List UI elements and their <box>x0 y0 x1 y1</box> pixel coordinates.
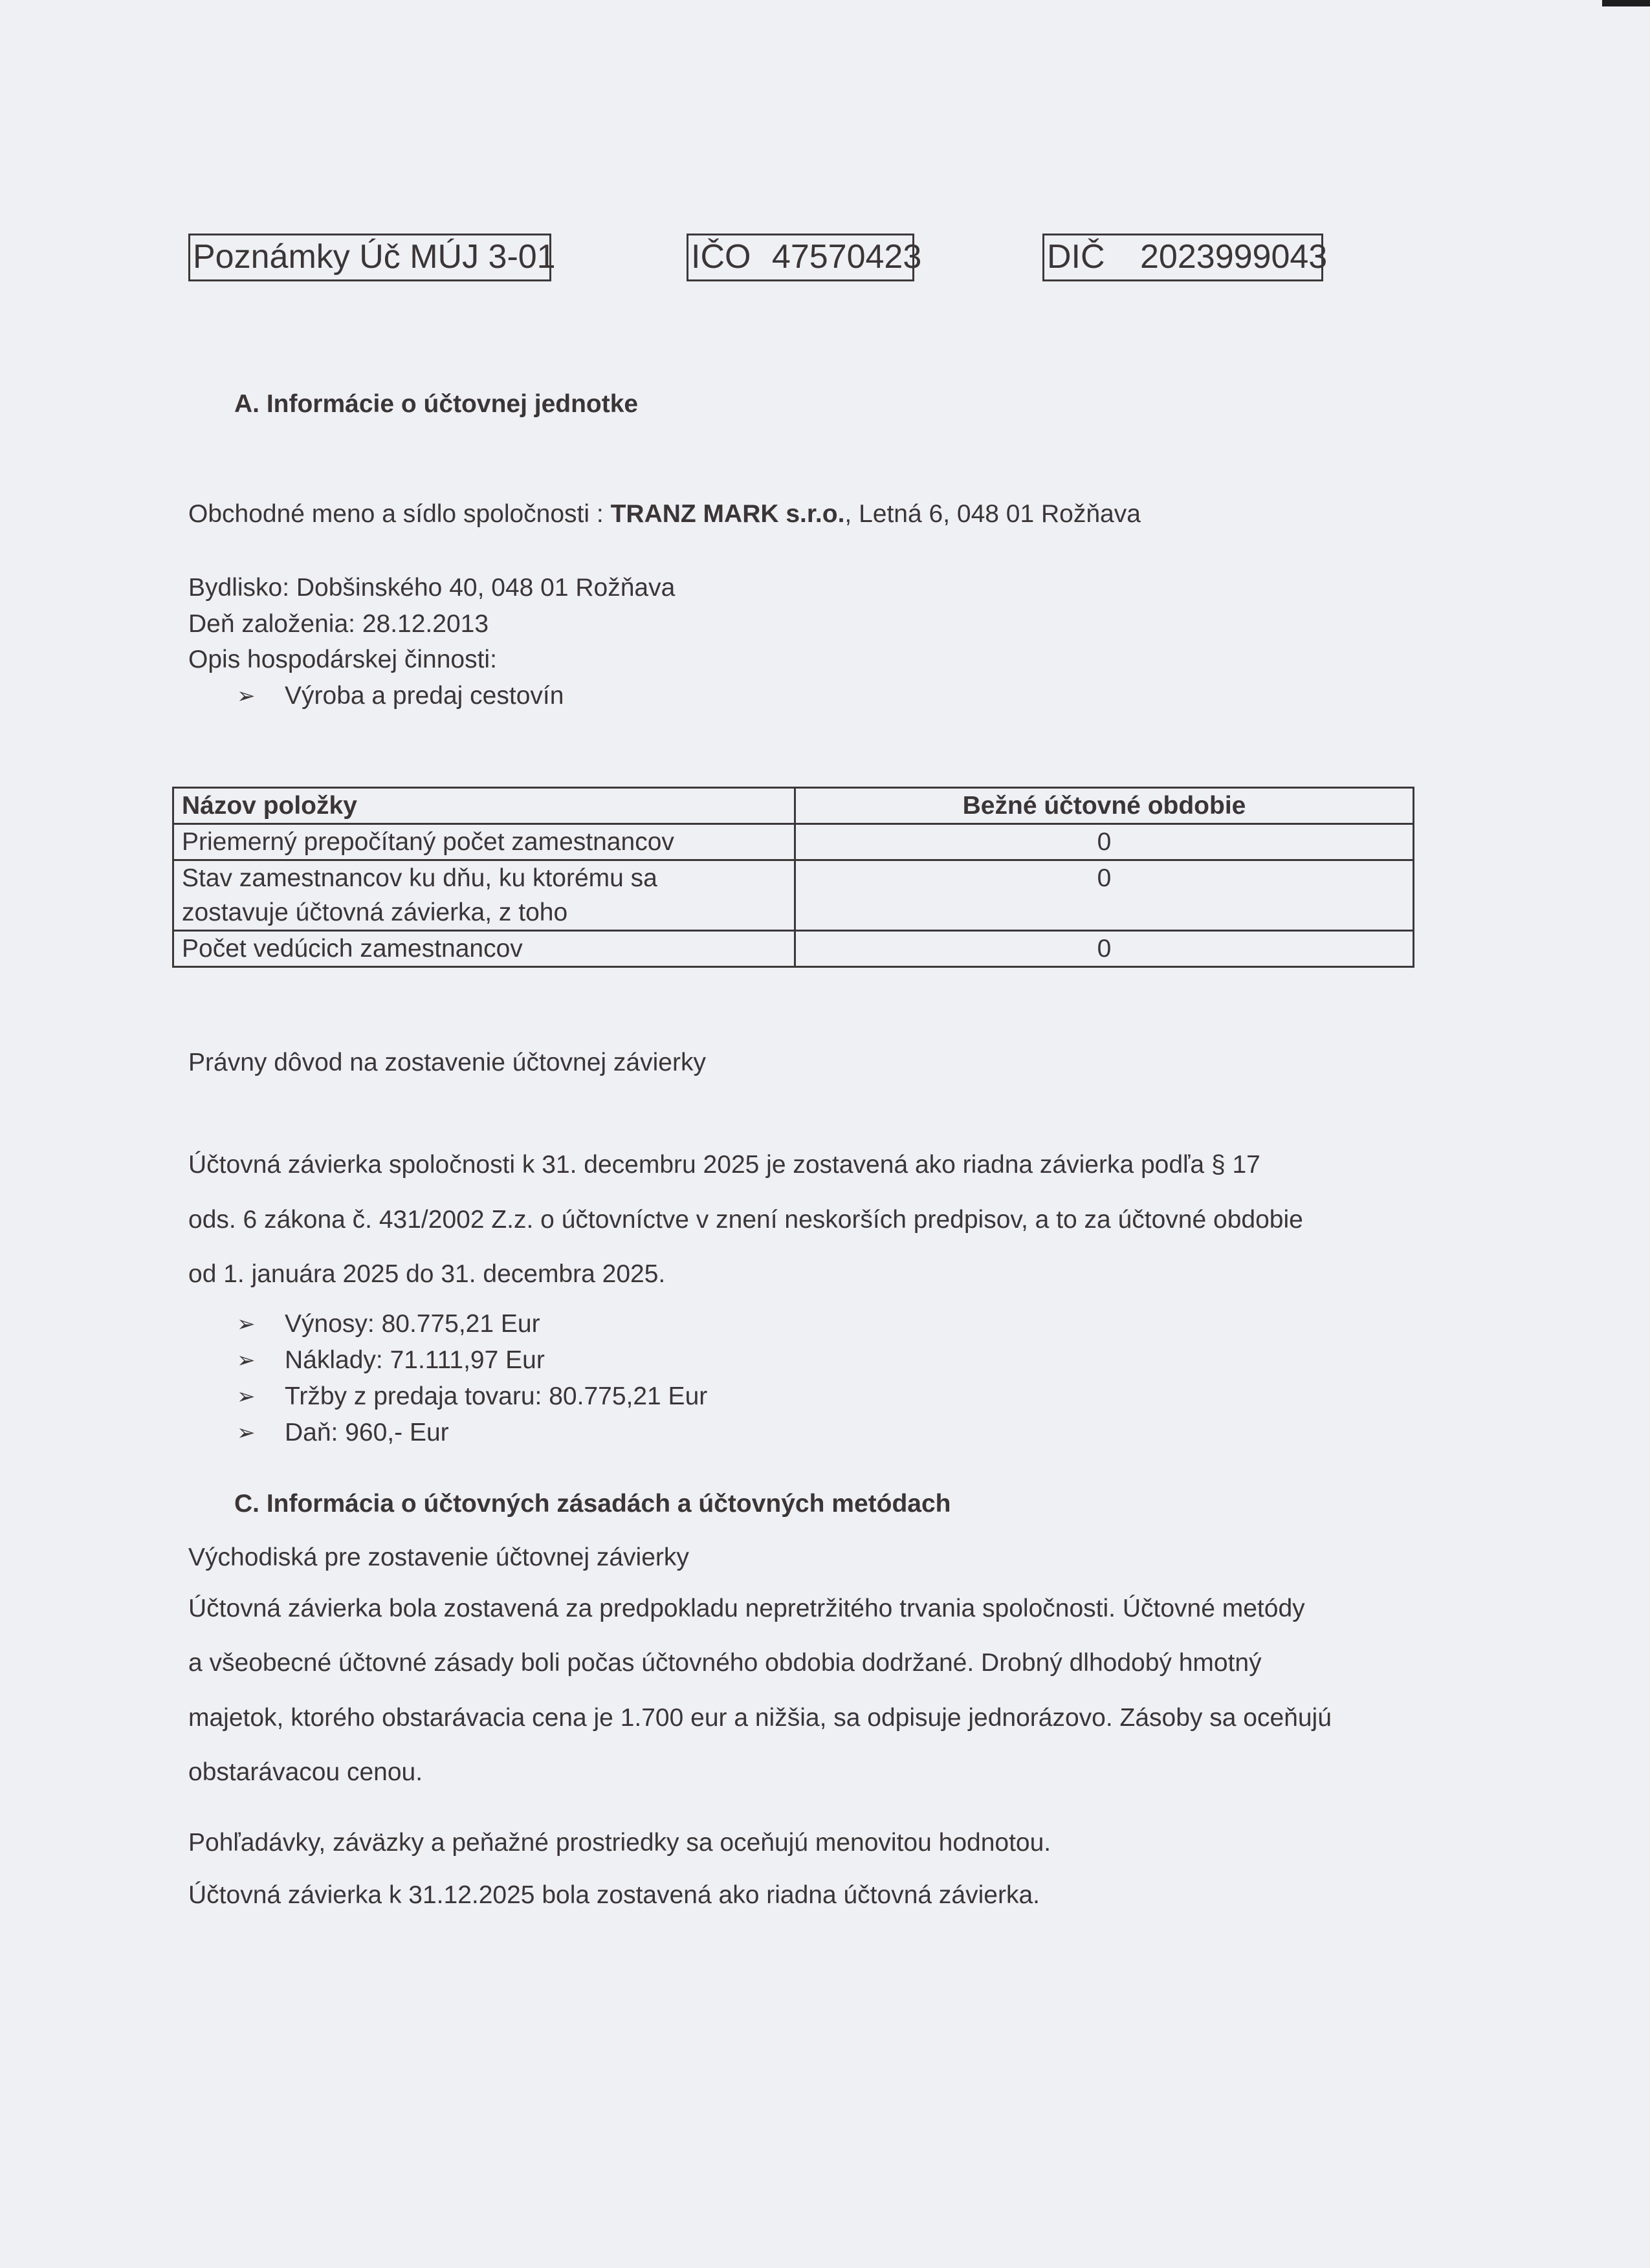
notes-form-box <box>188 234 556 281</box>
arrow-bullet-icon: ➢ <box>237 1348 256 1373</box>
arrow-bullet-icon: ➢ <box>237 684 256 708</box>
table-cell-name-line: zostavuje účtovná závierka, z toho <box>182 899 568 926</box>
section-a-title: A. Informácie o účtovnej jednotke <box>234 390 639 418</box>
dic-box <box>1042 234 1328 281</box>
activity-item: Výroba a predaj cestovín <box>285 682 564 710</box>
section-c-title: C. Informácia o účtovných zásadách a účtovných metódach <box>234 1490 951 1518</box>
residence-line: Bydlisko: Dobšinského 40, 048 01 Rožňava <box>188 574 676 602</box>
ico-label: IČO <box>691 238 751 276</box>
table-cell-value: 0 <box>795 931 1414 967</box>
section-c-paragraph-line: obstarávacou cenou. <box>188 1758 423 1786</box>
company-address: , Letná 6, 048 01 Rožňava <box>844 500 1141 528</box>
legal-paragraph-line: ods. 6 zákona č. 431/2002 Z.z. o účtovníctve v znení neskorších predpisov, a to za účtovné obdobie <box>188 1206 1303 1234</box>
legal-paragraph-line: Účtovná závierka spoločnosti k 31. decembru 2025 je zostavená ako riadna závierka podľa § 17 <box>188 1151 1260 1179</box>
company-name: TRANZ MARK s.r.o. <box>610 500 845 528</box>
ico-box <box>687 234 922 281</box>
arrow-bullet-icon: ➢ <box>237 1421 256 1445</box>
table-cell-name: Priemerný prepočítaný počet zamestnancov <box>173 824 795 860</box>
legal-heading: Právny dôvod na zostavenie účtovnej závierky <box>188 1049 706 1076</box>
table-header-row <box>173 788 1414 824</box>
notes-form-label: Poznámky Úč MÚJ 3-01 <box>193 238 556 276</box>
result-item-tax: Daň: 960,- Eur <box>285 1419 449 1446</box>
table-header-period: Bežné účtovné obdobie <box>795 788 1414 824</box>
result-item-revenue: Výnosy: 80.775,21 Eur <box>285 1310 540 1338</box>
arrow-bullet-icon: ➢ <box>237 1384 256 1409</box>
scan-edge-mark <box>1602 0 1650 6</box>
dic-label: DIČ <box>1047 238 1105 276</box>
section-c-subheading: Východiská pre zostavenie účtovnej závierky <box>188 1543 689 1571</box>
table-cell-value: 0 <box>795 860 1414 931</box>
staff-table <box>172 787 1414 968</box>
table-row <box>173 931 1414 967</box>
company-label: Obchodné meno a sídlo spoločnosti : <box>188 500 611 528</box>
table-cell-name <box>173 860 795 931</box>
section-c-paragraph: Účtovná závierka k 31.12.2025 bola zostavená ako riadna účtovná závierka. <box>188 1881 1040 1909</box>
table-cell-name-line: Stav zamestnancov ku dňu, ku ktorému sa <box>182 864 657 892</box>
result-item-sales: Tržby z predaja tovaru: 80.775,21 Eur <box>285 1382 708 1410</box>
ico-value: 47570423 <box>771 238 922 276</box>
arrow-bullet-icon: ➢ <box>237 1312 256 1336</box>
table-row <box>173 860 1414 931</box>
result-item-costs: Náklady: 71.111,97 Eur <box>285 1346 545 1374</box>
table-cell-value: 0 <box>795 824 1414 860</box>
legal-paragraph-line: od 1. januára 2025 do 31. decembra 2025. <box>188 1260 666 1288</box>
table-row <box>173 824 1414 860</box>
dic-value: 2023999043 <box>1140 238 1328 276</box>
table-cell-name: Počet vedúcich zamestnancov <box>173 931 795 967</box>
company-line <box>188 498 1141 530</box>
section-c-paragraph: Pohľadávky, záväzky a peňažné prostriedky sa oceňujú menovitou hodnotou. <box>188 1829 1051 1857</box>
section-c-paragraph-line: a všeobecné účtovné zásady boli počas účtovného obdobia dodržané. Drobný dlhodobý hmotný <box>188 1649 1262 1677</box>
table-header-item: Názov položky <box>173 788 795 824</box>
activity-label: Opis hospodárskej činnosti: <box>188 646 497 673</box>
founded-line: Deň založenia: 28.12.2013 <box>188 610 489 638</box>
section-c-paragraph-line: Účtovná závierka bola zostavená za predpokladu nepretržitého trvania spoločnosti. Účtovné metódy <box>188 1595 1305 1622</box>
section-c-paragraph-line: majetok, ktorého obstarávacia cena je 1.700 eur a nižšia, sa odpisuje jednorázovo. Zásoby sa oceňujú <box>188 1704 1332 1732</box>
